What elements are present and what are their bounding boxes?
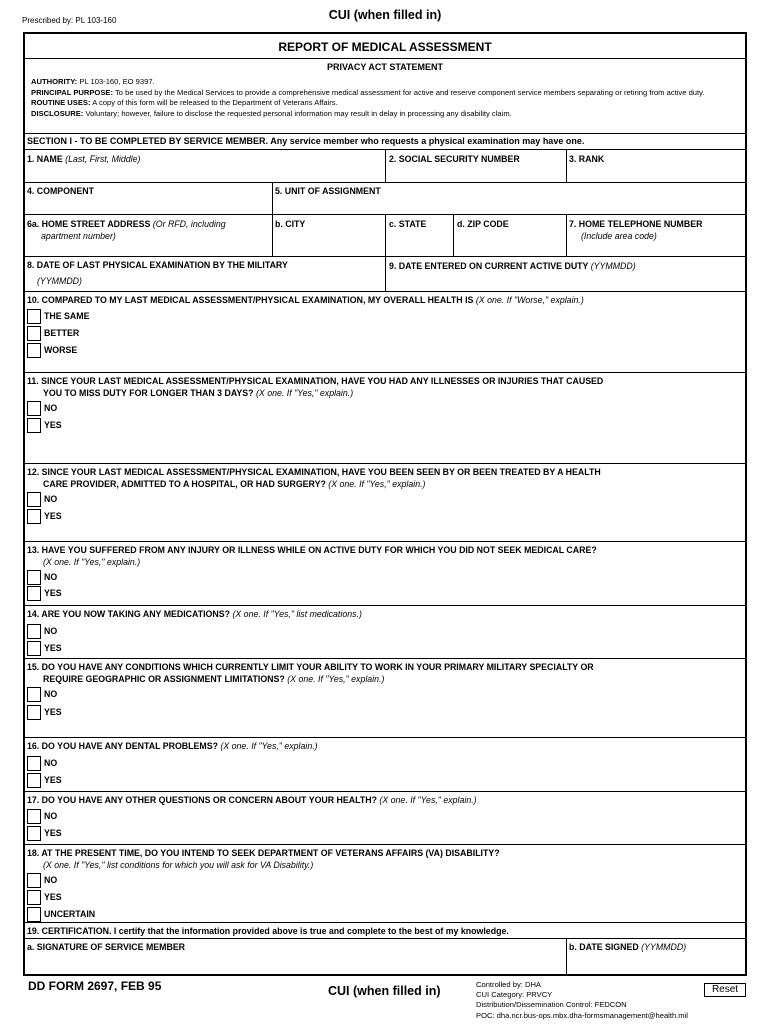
signature-field[interactable]: a. SIGNATURE OF SERVICE MEMBER [27, 942, 186, 952]
q12-option-no[interactable]: NO [27, 491, 57, 507]
q14-option-no[interactable]: NO [27, 623, 57, 639]
question-16: 16. DO YOU HAVE ANY DENTAL PROBLEMS? (X one. If "Yes," explain.) [27, 741, 318, 751]
question-18: 18. AT THE PRESENT TIME, DO YOU INTEND TO SEEK DEPARTMENT OF VETERANS AFFAIRS (VA) DISABILITY? (X one. If "Yes," list conditions for which you will ask for VA Disability.) [27, 848, 500, 870]
divider [566, 214, 567, 256]
question-11: 11. SINCE YOUR LAST MEDICAL ASSESSMENT/PHYSICAL EXAMINATION, HAVE YOU HAD ANY ILLNESSES OR INJURIES THAT CAUSED YOU TO MISS DUTY FOR LONGER THAN 3 DAYS? (X one. If "Yes," explain.) [27, 376, 604, 398]
q16-option-yes[interactable]: YES [27, 772, 62, 788]
unit-of-assignment-field[interactable]: 5. UNIT OF ASSIGNMENT [275, 186, 381, 196]
disclosure-text: Voluntary; however, failure to disclose the requested personal information may result in delay in processing any disability claim. [83, 108, 512, 118]
question-12: 12. SINCE YOUR LAST MEDICAL ASSESSMENT/PHYSICAL EXAMINATION, HAVE YOU BEEN SEEN BY OR BEEN TREATED BY A HEALTH CARE PROVIDER, ADMITTED TO A HOSPITAL, OR HAD SURGERY? (X one. If "Yes," explain.) [27, 467, 601, 489]
privacy-act-statement [31, 77, 731, 119]
address-hint-2: apartment number) [41, 231, 116, 241]
divider [566, 938, 567, 975]
checkbox[interactable] [27, 907, 41, 922]
rank-field[interactable]: 3. RANK [569, 154, 605, 164]
address-hint: (Or RFD, including [152, 219, 226, 229]
checkbox[interactable] [27, 586, 41, 601]
q12-option-yes[interactable]: YES [27, 508, 62, 524]
routine-uses-text: A copy of this form will be released to the Department of Veterans Affairs. [90, 98, 338, 108]
checkbox[interactable] [27, 873, 41, 888]
reset-button[interactable]: Reset [704, 983, 746, 997]
cui-marking-top: CUI (when filled in) [328, 8, 442, 22]
control-info [476, 980, 688, 1021]
divider [24, 182, 746, 183]
q13-option-no[interactable]: NO [27, 569, 57, 585]
q18-option-uncertain[interactable]: UNCERTAIN [27, 906, 95, 922]
authority-text: PL 103-160, EO 9397. [77, 77, 155, 86]
divider [24, 938, 746, 939]
privacy-act-title: PRIVACY ACT STATEMENT [326, 62, 443, 72]
divider [24, 658, 746, 659]
question-13: 13. HAVE YOU SUFFERED FROM ANY INJURY OR ILLNESS WHILE ON ACTIVE DUTY FOR WHICH YOU DID NOT SEEK MEDICAL CARE? (X one. If "Yes," explain.) [27, 545, 597, 567]
disclosure-label: DISCLOSURE: [31, 108, 84, 118]
checkbox[interactable] [27, 509, 41, 524]
divider [385, 214, 386, 291]
name-field[interactable] [27, 153, 140, 165]
checkbox[interactable] [27, 756, 41, 771]
divider [24, 291, 746, 292]
q15-option-no[interactable]: NO [27, 686, 57, 702]
q10-option-same[interactable]: THE SAME [27, 308, 89, 324]
divider [566, 149, 567, 182]
checkbox[interactable] [27, 624, 41, 639]
checkbox[interactable] [27, 687, 41, 702]
date-signed-label: b. DATE SIGNED [569, 942, 642, 952]
q14-option-yes[interactable]: YES [27, 640, 62, 656]
divider [24, 541, 746, 542]
authority-label: AUTHORITY: [31, 77, 78, 86]
question-15: 15. DO YOU HAVE ANY CONDITIONS WHICH CURRENTLY LIMIT YOUR ABILITY TO WORK IN YOUR PRIMARY MILITARY SPECIALTY OR REQUIRE GEOGRAPHIC OR ASSIGNMENT LIMITATIONS? (X one. If "Yes," explain.) [27, 662, 594, 684]
q15-option-yes[interactable]: YES [27, 704, 62, 720]
q10-option-worse[interactable]: WORSE [27, 342, 77, 358]
checkbox[interactable] [27, 705, 41, 720]
q17-option-no[interactable]: NO [27, 808, 57, 824]
address-label: 6a. HOME STREET ADDRESS [27, 219, 153, 229]
name-hint: (Last, First, Middle) [65, 154, 141, 164]
zip-code-field[interactable]: d. ZIP CODE [457, 219, 509, 229]
form-title: REPORT OF MEDICAL ASSESSMENT [278, 40, 492, 54]
active-duty-date-field[interactable] [389, 260, 636, 272]
telephone-label: 7. HOME TELEPHONE NUMBER [569, 219, 703, 229]
purpose-text: To be used by the Medical Services to provide a comprehensive medical assessment for active and reserve component service members separating or retiring from active duty. [113, 87, 705, 97]
q10-option-better[interactable]: BETTER [27, 325, 79, 341]
routine-uses-label: ROUTINE USES: [31, 98, 91, 108]
checkbox[interactable] [27, 570, 41, 585]
question-17: 17. DO YOU HAVE ANY OTHER QUESTIONS OR CONCERN ABOUT YOUR HEALTH? (X one. If "Yes," explain.) [27, 795, 477, 805]
telephone-hint: (Include area code) [581, 231, 657, 241]
checkbox[interactable] [27, 343, 41, 358]
checkbox[interactable] [27, 773, 41, 788]
divider [24, 463, 746, 464]
divider [24, 605, 746, 606]
q18-option-no[interactable]: NO [27, 872, 57, 888]
purpose-label: PRINCIPAL PURPOSE: [31, 87, 113, 97]
last-physical-label: 8. DATE OF LAST PHYSICAL EXAMINATION BY THE MILITARY [27, 260, 288, 270]
checkbox[interactable] [27, 309, 41, 324]
q11-option-no[interactable]: NO [27, 400, 57, 416]
component-field[interactable]: 4. COMPONENT [27, 186, 94, 196]
question-19-certification: 19. CERTIFICATION. I certify that the information provided above is true and complete to the best of my knowledge. [27, 926, 509, 936]
q17-option-yes[interactable]: YES [27, 825, 62, 841]
divider [453, 214, 454, 256]
checkbox[interactable] [27, 809, 41, 824]
divider [385, 149, 386, 182]
question-14: 14. ARE YOU NOW TAKING ANY MEDICATIONS? (X one. If "Yes," list medications.) [27, 609, 362, 619]
active-duty-label: 9. DATE ENTERED ON CURRENT ACTIVE DUTY [389, 261, 591, 271]
q11-option-yes[interactable]: YES [27, 417, 62, 433]
cui-marking-bottom: CUI (when filled in) [328, 984, 441, 998]
divider [24, 372, 746, 373]
form-number: DD FORM 2697, FEB 95 [28, 979, 162, 993]
checkbox[interactable] [27, 418, 41, 433]
divider [272, 182, 273, 256]
prescribed-by: Prescribed by: PL 103-160 [22, 16, 117, 25]
q13-option-yes[interactable]: YES [27, 585, 62, 601]
divider [24, 844, 746, 845]
checkbox[interactable] [27, 326, 41, 341]
date-signed-field[interactable] [569, 941, 686, 953]
ssn-field[interactable]: 2. SOCIAL SECURITY NUMBER [389, 154, 520, 164]
city-field[interactable]: b. CITY [275, 219, 306, 229]
divider [24, 922, 746, 923]
home-telephone-field[interactable] [569, 218, 702, 242]
cui-category: CUI Category: PRVCY [476, 990, 553, 1000]
checkbox[interactable] [27, 890, 41, 905]
home-street-address-field[interactable] [27, 218, 226, 242]
checkbox[interactable] [27, 826, 41, 841]
dissemination-control: Distribution/Dissemination Control: FEDCON [476, 1000, 627, 1010]
checkbox[interactable] [27, 401, 41, 416]
section-1-heading: SECTION I - TO BE COMPLETED BY SERVICE MEMBER. Any service member who requests a physical examination may have one. [27, 136, 585, 146]
checkbox[interactable] [27, 492, 41, 507]
state-field[interactable]: c. STATE [389, 219, 427, 229]
q16-option-no[interactable]: NO [27, 755, 57, 771]
q18-option-yes[interactable]: YES [27, 889, 62, 905]
question-10: 10. COMPARED TO MY LAST MEDICAL ASSESSMENT/PHYSICAL EXAMINATION, MY OVERALL HEALTH IS (X one. If "Worse," explain.) [27, 295, 584, 305]
last-physical-hint: (YYMMDD) [37, 276, 82, 286]
last-physical-date-field[interactable] [27, 259, 288, 291]
name-label: 1. NAME [27, 154, 66, 164]
active-duty-hint: (YYMMDD) [590, 261, 636, 271]
poc-email: POC: dha.ncr.bus-ops.mbx.dha-formsmanagement@health.mil [476, 1010, 688, 1020]
date-signed-hint: (YYMMDD) [641, 942, 687, 952]
checkbox[interactable] [27, 641, 41, 656]
divider [24, 58, 746, 59]
divider [24, 737, 746, 738]
controlled-by: Controlled by: DHA [476, 980, 541, 989]
divider [24, 133, 746, 134]
divider [24, 791, 746, 792]
